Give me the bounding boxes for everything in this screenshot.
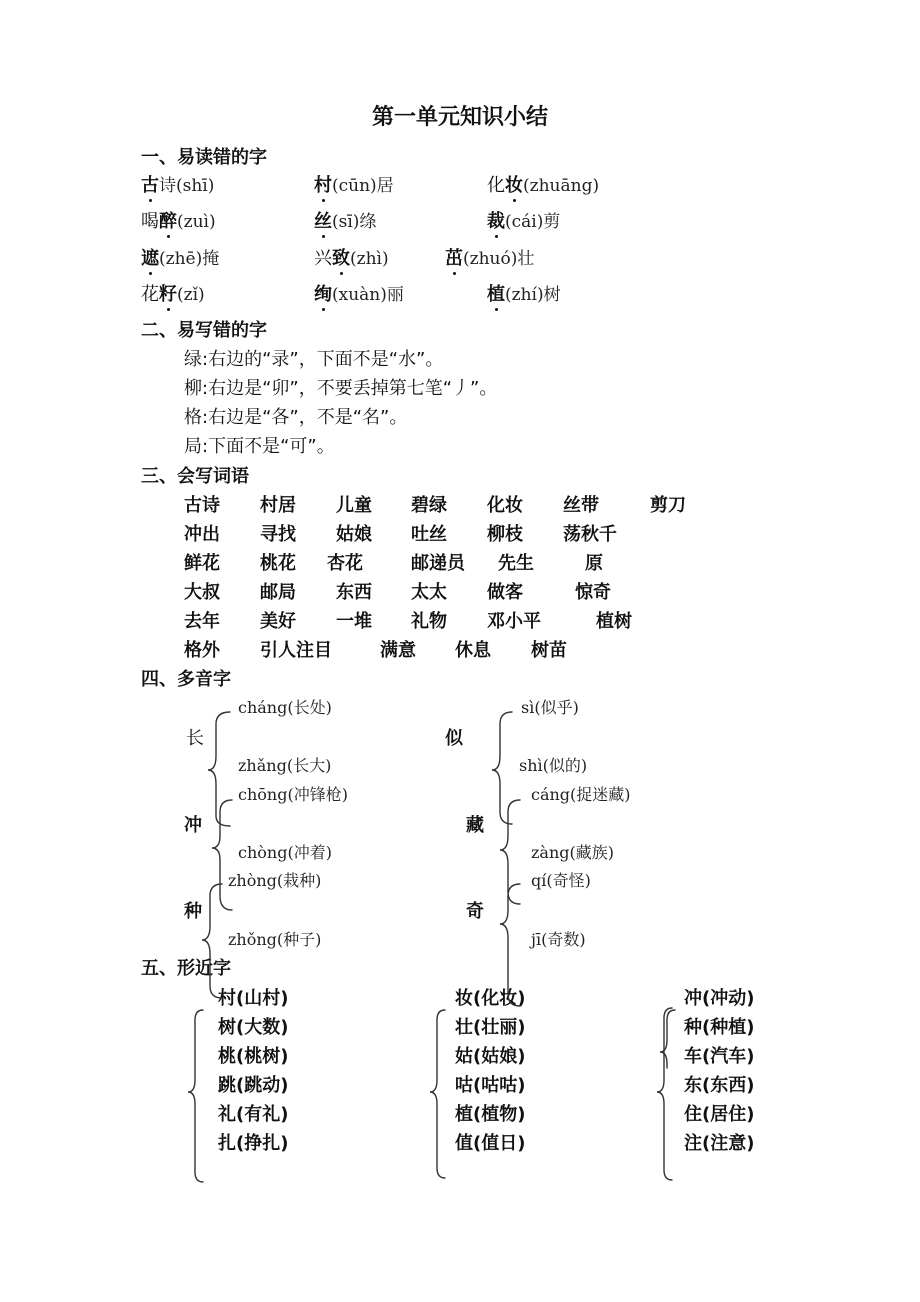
similar-char-item: 种(种植) [684, 1017, 755, 1038]
misread-char-item [314, 280, 404, 306]
item-pinyin: (zhuāng) [523, 176, 600, 196]
dotted-char: 籽 [159, 280, 177, 306]
brace-icon [208, 712, 230, 826]
polyphone-char: 藏 [466, 815, 484, 836]
polyphone-reading: sì(似乎) [521, 698, 579, 717]
similar-char-item: 壮(壮丽) [455, 1017, 526, 1038]
misread-char-item [141, 244, 219, 270]
polyphone-reading: qí(奇怪) [531, 871, 591, 890]
section-5-heading: 五、形近字 [141, 958, 231, 979]
vocab-word: 先生 [498, 553, 534, 574]
vocab-word: 一堆 [336, 611, 372, 632]
vocab-word: 吐丝 [411, 524, 447, 545]
misread-char-item [141, 207, 216, 233]
item-pinyin: (zhē)掩 [159, 249, 220, 269]
item-pinyin: (zhì) [350, 249, 389, 269]
section-2-line: 局:下面不是“可”。 [184, 436, 335, 457]
dotted-char: 妆 [505, 171, 523, 197]
item-pinyin: (cūn)居 [332, 176, 394, 196]
misread-char-item [487, 171, 599, 197]
vocab-word: 做客 [487, 582, 523, 603]
brace-icon [430, 1010, 445, 1178]
similar-char-item: 值(值日) [455, 1133, 526, 1154]
vocab-word: 邮递员 [411, 553, 465, 574]
polyphone-char: 冲 [184, 815, 202, 836]
polyphone-reading: zhǎng(长大) [238, 756, 332, 775]
section-2-line: 绿:右边的“录”，下面不是“水”。 [184, 349, 444, 370]
dotted-char: 丝 [314, 207, 332, 233]
misread-char-item [314, 171, 394, 197]
misread-char-item [487, 207, 560, 233]
polyphone-reading: cháng(长处) [238, 698, 332, 717]
polyphone-reading: jī(奇数) [531, 930, 586, 949]
brace-icon [657, 1008, 672, 1180]
section-2-line: 柳:右边是“卯”，不要丢掉第七笔“丿”。 [184, 378, 498, 399]
misread-char-item [314, 244, 389, 270]
vocab-word: 休息 [455, 640, 491, 661]
polyphone-reading: chòng(冲着) [238, 843, 332, 862]
vocab-word: 荡秋千 [563, 524, 617, 545]
item-prefix: 花 [141, 284, 159, 305]
similar-char-item: 植(植物) [455, 1104, 526, 1125]
similar-char-item: 东(东西) [684, 1075, 755, 1096]
similar-char-item: 妆(化妆) [455, 988, 526, 1009]
vocab-word: 冲出 [184, 524, 220, 545]
polyphone-reading: chōng(冲锋枪) [238, 785, 348, 804]
section-1-heading: 一、易读错的字 [141, 147, 267, 168]
vocab-word: 礼物 [411, 611, 447, 632]
item-prefix: 兴 [314, 248, 332, 269]
dotted-char: 古 [141, 171, 159, 197]
vocab-word: 寻找 [260, 524, 296, 545]
misread-char-item [487, 280, 561, 306]
polyphone-char: 似 [445, 728, 463, 749]
item-pinyin: (cái)剪 [505, 212, 561, 232]
vocab-word: 满意 [380, 640, 416, 661]
brace-icon [212, 800, 232, 910]
similar-char-item: 跳(跳动) [218, 1075, 289, 1096]
section-3-heading: 三、会写词语 [141, 466, 249, 487]
vocab-word: 树苗 [531, 640, 567, 661]
dotted-char: 醉 [159, 207, 177, 233]
misread-char-item [314, 207, 376, 233]
vocab-word: 剪刀 [650, 495, 686, 516]
misread-char-item [141, 280, 205, 306]
section-2-heading: 二、易写错的字 [141, 320, 267, 341]
similar-char-item: 桃(桃树) [218, 1046, 289, 1067]
item-pinyin: (zhuó)壮 [463, 249, 535, 269]
vocab-word: 邓小平 [487, 611, 541, 632]
vocab-word: 丝带 [563, 495, 599, 516]
polyphone-reading: cáng(捉迷藏) [531, 785, 631, 804]
vocab-word: 古诗 [184, 495, 220, 516]
vocab-word: 化妆 [487, 495, 523, 516]
vocab-word: 格外 [184, 640, 220, 661]
dotted-char: 植 [487, 280, 505, 306]
vocab-word: 村居 [260, 495, 296, 516]
vocab-word: 美好 [260, 611, 296, 632]
item-pinyin: (zhí)树 [505, 285, 561, 305]
vocab-word: 杏花 [327, 553, 363, 574]
dotted-char: 致 [332, 244, 350, 270]
item-pinyin: (zǐ) [177, 285, 205, 305]
section-2-line: 格:右边是“各”，不是“名”。 [184, 407, 408, 428]
similar-char-item: 树(大数) [218, 1017, 289, 1038]
brace-icon [660, 1010, 675, 1068]
vocab-word: 邮局 [260, 582, 296, 603]
item-prefix: 化 [487, 175, 505, 196]
misread-char-item [445, 244, 534, 270]
vocab-word: 柳枝 [487, 524, 523, 545]
vocab-word: 太太 [411, 582, 447, 603]
brace-icon [202, 884, 222, 998]
item-pinyin: (sī)绦 [332, 212, 377, 232]
dotted-char: 村 [314, 171, 332, 197]
polyphone-char: 奇 [466, 901, 484, 922]
item-pinyin: (zuì) [177, 212, 216, 232]
polyphone-reading: zhǒng(种子) [228, 930, 322, 949]
similar-char-item: 礼(有礼) [218, 1104, 289, 1125]
similar-char-item: 注(注意) [684, 1133, 755, 1154]
similar-char-item: 咕(咕咕) [455, 1075, 526, 1096]
polyphone-reading: shì(似的) [519, 756, 588, 775]
vocab-word: 碧绿 [411, 495, 447, 516]
vocab-word: 植树 [596, 611, 632, 632]
similar-char-item: 车(汽车) [684, 1046, 755, 1067]
misread-char-item [141, 171, 214, 197]
brace-icon [500, 800, 520, 904]
dotted-char: 茁 [445, 244, 463, 270]
dotted-char: 裁 [487, 207, 505, 233]
similar-char-item: 村(山村) [218, 988, 289, 1009]
page-title: 第一单元知识小结 [371, 105, 548, 130]
similar-char-item: 住(居住) [684, 1104, 755, 1125]
brace-icon [188, 1010, 203, 1182]
vocab-word: 大叔 [184, 582, 220, 603]
similar-char-item: 姑(姑娘) [455, 1046, 526, 1067]
dotted-char: 遮 [141, 244, 159, 270]
item-prefix: 喝 [141, 211, 159, 232]
item-pinyin: 诗(shī) [159, 176, 215, 196]
similar-char-item: 扎(挣扎) [218, 1133, 289, 1154]
vocab-word: 去年 [184, 611, 220, 632]
polyphone-char: 长 [186, 728, 204, 749]
polyphone-reading: zhòng(栽种) [228, 871, 322, 890]
vocab-word: 原 [585, 553, 603, 574]
brace-icon [492, 712, 512, 824]
item-pinyin: (xuàn)丽 [332, 285, 404, 305]
dotted-char: 绚 [314, 280, 332, 306]
vocab-word: 东西 [336, 582, 372, 603]
vocab-word: 姑娘 [336, 524, 372, 545]
polyphone-reading: zàng(藏族) [531, 843, 615, 862]
vocab-word: 鲜花 [184, 553, 220, 574]
vocab-word: 桃花 [260, 553, 296, 574]
polyphone-char: 种 [184, 901, 202, 922]
similar-char-item: 冲(冲动) [684, 988, 755, 1009]
vocab-word: 惊奇 [575, 582, 611, 603]
vocab-word: 引人注目 [260, 640, 332, 661]
vocab-word: 儿童 [336, 495, 372, 516]
section-4-heading: 四、多音字 [141, 669, 231, 690]
